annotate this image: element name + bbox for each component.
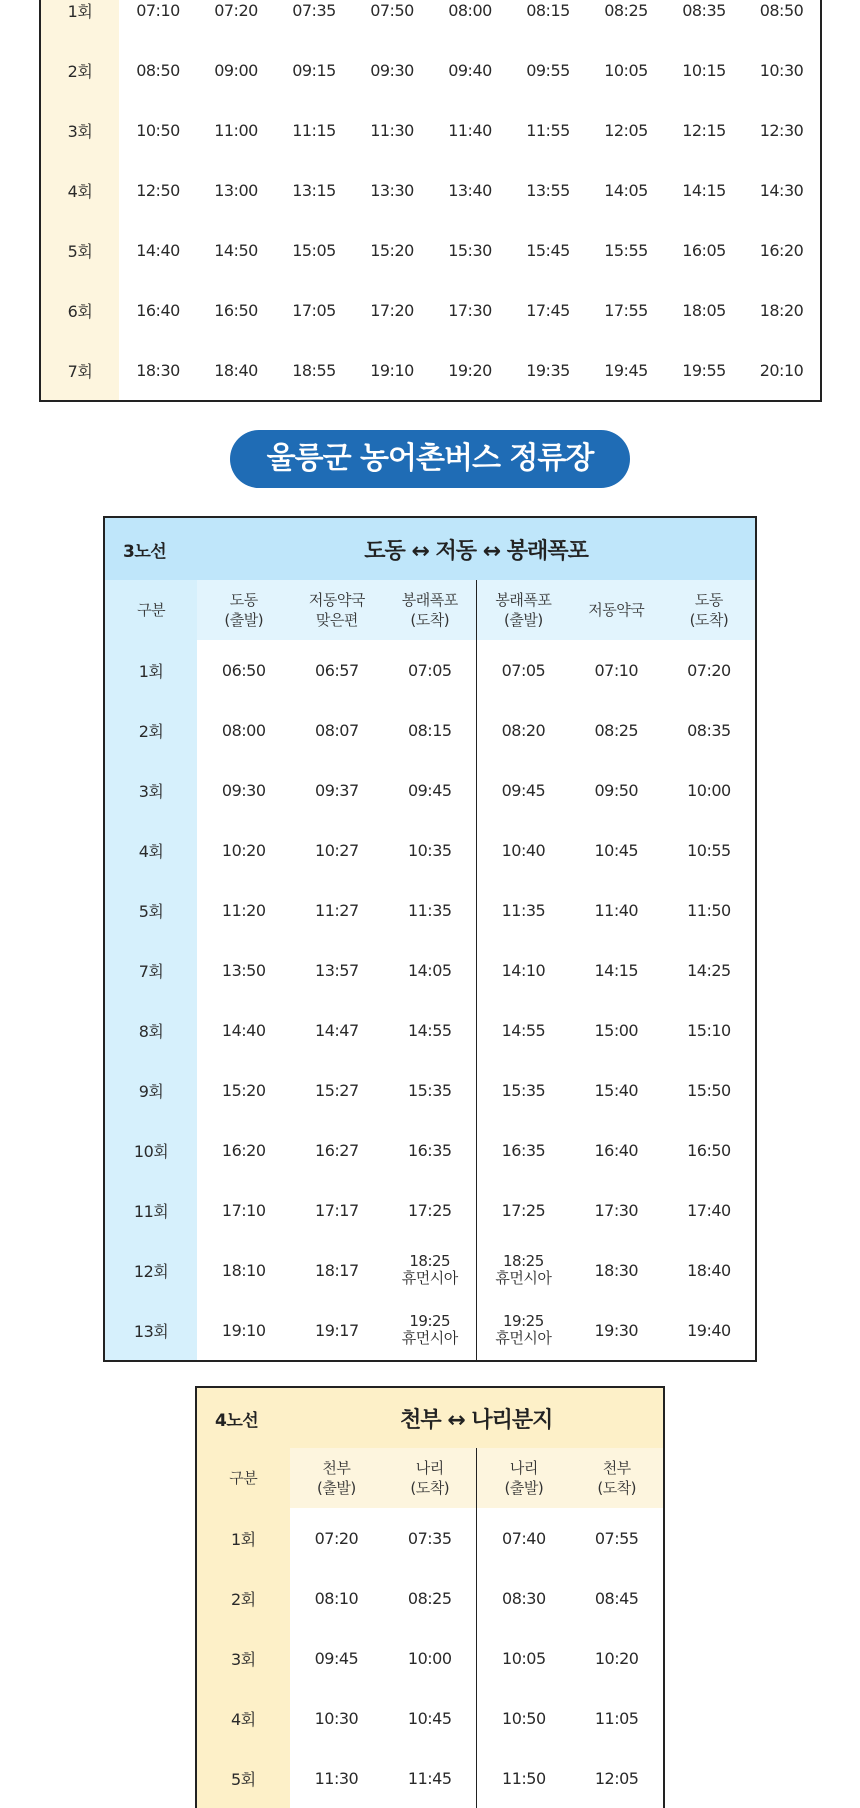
row-label: 5회 [104, 880, 197, 940]
time-cell: 10:05 [604, 60, 648, 80]
time-cell: 10:30 [314, 1708, 359, 1728]
time-cell: 19:25 휴먼시아 [383, 1300, 476, 1361]
time-cell: 08:25 [383, 1568, 477, 1628]
time-cell: 10:27 [315, 840, 359, 860]
row-label: 5회 [40, 220, 119, 280]
time-cell: 10:30 [759, 60, 804, 80]
time-cell: 07:10 [136, 0, 180, 20]
time-cell: 10:35 [383, 820, 476, 880]
time-cell: 08:07 [315, 720, 359, 740]
route3-header-row [104, 580, 756, 640]
route3-timetable [103, 516, 757, 1362]
column-header: 천부 (도착) [570, 1448, 664, 1508]
time-cell: 19:25 휴먼시아 [495, 1312, 552, 1347]
time-cell: 07:20 [687, 660, 731, 680]
time-cell: 10:40 [501, 840, 546, 860]
time-cell: 11:27 [315, 900, 359, 920]
time-cell: 15:35 [501, 1080, 546, 1100]
time-cell: 11:05 [594, 1708, 639, 1728]
time-cell: 08:00 [221, 720, 266, 740]
time-cell: 10:50 [502, 1708, 546, 1728]
time-cell: 19:55 [682, 360, 726, 380]
time-cell: 10:15 [682, 60, 726, 80]
time-cell: 11:40 [448, 120, 492, 140]
time-cell: 13:50 [221, 960, 266, 980]
row-label: 4회 [104, 820, 197, 880]
time-cell: 12:05 [604, 120, 648, 140]
time-cell: 09:50 [594, 780, 639, 800]
time-cell: 18:17 [315, 1260, 359, 1280]
time-cell: 07:05 [383, 640, 476, 700]
time-cell: 14:50 [214, 240, 258, 260]
time-cell: 17:30 [448, 300, 492, 320]
time-cell: 17:10 [221, 1200, 266, 1220]
time-cell: 13:55 [526, 180, 570, 200]
time-cell: 10:00 [383, 1628, 477, 1688]
row-label: 1회 [196, 1508, 290, 1568]
row-label: 11회 [104, 1180, 197, 1240]
time-cell: 10:00 [687, 780, 731, 800]
row-label: 1회 [40, 0, 119, 40]
time-cell: 08:45 [594, 1588, 639, 1608]
time-cell: 18:05 [682, 300, 726, 320]
time-cell: 14:55 [501, 1020, 546, 1040]
table-row [40, 100, 821, 160]
time-cell: 11:30 [370, 120, 414, 140]
time-cell: 09:30 [221, 780, 266, 800]
time-cell: 07:40 [502, 1528, 546, 1548]
time-cell: 08:25 [604, 0, 648, 20]
time-cell: 13:00 [214, 180, 258, 200]
route4-name: 4노선 [196, 1387, 290, 1448]
time-cell: 07:55 [594, 1528, 639, 1548]
route4-title-row [196, 1387, 664, 1448]
time-cell: 17:25 [501, 1200, 546, 1220]
row-label: 10회 [104, 1120, 197, 1180]
time-cell: 19:40 [687, 1320, 731, 1340]
time-cell: 13:15 [292, 180, 336, 200]
time-cell: 11:15 [292, 120, 336, 140]
column-header: 봉래폭포 (도착) [383, 580, 476, 640]
route3-title-row [104, 517, 756, 580]
time-cell: 15:40 [594, 1080, 639, 1100]
column-header: 저동약국 맞은편 [290, 580, 383, 640]
time-cell: 18:25 휴먼시아 [383, 1240, 476, 1300]
row-label: 8회 [104, 1000, 197, 1060]
top-timetable [39, 0, 822, 402]
row-label: 13회 [104, 1300, 197, 1361]
time-cell: 18:55 [292, 360, 336, 380]
time-cell: 15:45 [526, 240, 570, 260]
time-cell: 07:50 [370, 0, 414, 20]
table-row [196, 1568, 664, 1628]
time-cell: 09:37 [315, 780, 359, 800]
time-cell: 13:30 [370, 180, 414, 200]
time-cell: 15:20 [221, 1080, 266, 1100]
time-cell: 07:35 [383, 1508, 477, 1568]
time-cell: 15:10 [687, 1020, 731, 1040]
column-header: 나리 (도착) [383, 1448, 477, 1508]
time-cell: 08:50 [136, 60, 180, 80]
table-row [40, 160, 821, 220]
table-row [196, 1628, 664, 1688]
time-cell: 06:50 [221, 660, 266, 680]
time-cell: 11:40 [594, 900, 639, 920]
time-cell: 11:35 [501, 900, 546, 920]
time-cell: 19:10 [370, 360, 414, 380]
time-cell: 19:17 [315, 1320, 359, 1340]
time-cell: 11:35 [383, 880, 476, 940]
table-row [104, 1300, 756, 1361]
time-cell: 14:15 [594, 960, 639, 980]
column-header: 구분 [104, 580, 197, 640]
time-cell: 08:50 [759, 0, 804, 20]
time-cell: 10:05 [502, 1648, 546, 1668]
time-cell: 11:50 [502, 1768, 546, 1788]
time-cell: 15:05 [292, 240, 336, 260]
time-cell: 12:30 [759, 120, 804, 140]
table-row [104, 1000, 756, 1060]
time-cell: 10:20 [221, 840, 266, 860]
time-cell: 08:35 [687, 720, 731, 740]
time-cell: 16:35 [383, 1120, 476, 1180]
time-cell: 11:00 [214, 120, 258, 140]
column-header: 천부 (출발) [290, 1448, 384, 1508]
time-cell: 16:40 [594, 1140, 639, 1160]
table-row [104, 1060, 756, 1120]
row-label: 3회 [40, 100, 119, 160]
time-cell: 18:30 [594, 1260, 639, 1280]
time-cell: 16:20 [221, 1140, 266, 1160]
row-label: 4회 [196, 1688, 290, 1748]
route4-timetable [195, 1386, 665, 1808]
time-cell: 11:50 [687, 900, 731, 920]
time-cell: 11:20 [221, 900, 266, 920]
time-cell: 08:30 [502, 1588, 546, 1608]
row-label: 4회 [40, 160, 119, 220]
row-label: 3회 [196, 1628, 290, 1688]
table-row [196, 1688, 664, 1748]
time-cell: 16:27 [315, 1140, 359, 1160]
table-row [40, 40, 821, 100]
time-cell: 08:00 [448, 0, 492, 20]
time-cell: 09:45 [314, 1648, 359, 1668]
time-cell: 09:55 [526, 60, 570, 80]
time-cell: 16:40 [136, 300, 180, 320]
time-cell: 16:05 [682, 240, 726, 260]
row-label: 2회 [196, 1568, 290, 1628]
time-cell: 08:10 [314, 1588, 359, 1608]
time-cell: 15:20 [370, 240, 414, 260]
row-label: 2회 [104, 700, 197, 760]
time-cell: 10:55 [687, 840, 731, 860]
column-header: 봉래폭포 (출발) [477, 580, 570, 640]
time-cell: 15:35 [383, 1060, 476, 1120]
table-row [40, 340, 821, 401]
time-cell: 09:15 [292, 60, 336, 80]
row-label: 7회 [104, 940, 197, 1000]
time-cell: 07:05 [501, 660, 546, 680]
time-cell: 07:10 [594, 660, 639, 680]
time-cell: 11:45 [383, 1748, 477, 1808]
row-label: 3회 [104, 760, 197, 820]
column-header: 구분 [196, 1448, 290, 1508]
time-cell: 14:05 [383, 940, 476, 1000]
row-label: 9회 [104, 1060, 197, 1120]
time-cell: 17:17 [315, 1200, 359, 1220]
time-cell: 10:20 [594, 1648, 639, 1668]
time-cell: 09:45 [383, 760, 476, 820]
time-cell: 09:00 [214, 60, 258, 80]
time-cell: 11:30 [314, 1768, 359, 1788]
column-header: 도동 (출발) [197, 580, 290, 640]
time-cell: 20:10 [759, 360, 804, 380]
time-cell: 12:50 [136, 180, 180, 200]
table-row [40, 0, 821, 40]
table-row [104, 700, 756, 760]
time-cell: 17:30 [594, 1200, 639, 1220]
time-cell: 18:10 [221, 1260, 266, 1280]
time-cell: 08:20 [501, 720, 546, 740]
time-cell: 15:00 [594, 1020, 639, 1040]
time-cell: 09:40 [448, 60, 492, 80]
time-cell: 17:20 [370, 300, 414, 320]
route3-title: 도동 ↔ 저동 ↔ 봉래폭포 [197, 517, 756, 580]
time-cell: 14:47 [315, 1020, 359, 1040]
table-row [104, 940, 756, 1000]
time-cell: 08:25 [594, 720, 639, 740]
time-cell: 07:20 [214, 0, 258, 20]
time-cell: 14:40 [221, 1020, 266, 1040]
row-label: 1회 [104, 640, 197, 700]
table-row [104, 1240, 756, 1300]
time-cell: 15:55 [604, 240, 648, 260]
time-cell: 17:25 [383, 1180, 476, 1240]
time-cell: 08:35 [682, 0, 726, 20]
route3-name: 3노선 [104, 517, 197, 580]
time-cell: 11:55 [526, 120, 570, 140]
time-cell: 18:40 [214, 360, 258, 380]
table-row [104, 1180, 756, 1240]
column-header: 도동 (도착) [663, 580, 756, 640]
time-cell: 09:45 [501, 780, 546, 800]
time-cell: 12:05 [594, 1768, 639, 1788]
time-cell: 14:15 [682, 180, 726, 200]
time-cell: 19:45 [604, 360, 648, 380]
time-cell: 06:57 [315, 660, 359, 680]
table-row [104, 760, 756, 820]
time-cell: 14:40 [136, 240, 180, 260]
column-header: 나리 (출발) [477, 1448, 571, 1508]
time-cell: 10:45 [383, 1688, 477, 1748]
time-cell: 14:10 [501, 960, 546, 980]
table-row [196, 1748, 664, 1808]
time-cell: 19:30 [594, 1320, 639, 1340]
row-label: 2회 [40, 40, 119, 100]
time-cell: 18:30 [136, 360, 180, 380]
time-cell: 16:50 [214, 300, 258, 320]
time-cell: 16:50 [687, 1140, 731, 1160]
time-cell: 10:50 [136, 120, 180, 140]
time-cell: 12:15 [682, 120, 726, 140]
time-cell: 19:10 [221, 1320, 266, 1340]
table-row [40, 220, 821, 280]
time-cell: 17:05 [292, 300, 336, 320]
route4-title: 천부 ↔ 나리분지 [290, 1387, 664, 1448]
time-cell: 09:30 [370, 60, 414, 80]
time-cell: 17:55 [604, 300, 648, 320]
time-cell: 18:20 [759, 300, 804, 320]
time-cell: 15:30 [448, 240, 492, 260]
time-cell: 15:27 [315, 1080, 359, 1100]
row-label: 7회 [40, 340, 119, 401]
time-cell: 16:35 [501, 1140, 546, 1160]
time-cell: 18:25 휴먼시아 [495, 1252, 552, 1287]
time-cell: 14:30 [759, 180, 804, 200]
time-cell: 14:25 [687, 960, 731, 980]
time-cell: 08:15 [383, 700, 476, 760]
table-row [196, 1508, 664, 1568]
time-cell: 19:35 [526, 360, 570, 380]
time-cell: 16:20 [759, 240, 804, 260]
table-row [104, 820, 756, 880]
time-cell: 17:40 [687, 1200, 731, 1220]
time-cell: 15:50 [687, 1080, 731, 1100]
route4-header-row [196, 1448, 664, 1508]
time-cell: 17:45 [526, 300, 570, 320]
table-row [104, 1120, 756, 1180]
time-cell: 14:05 [604, 180, 648, 200]
time-cell: 18:40 [687, 1260, 731, 1280]
row-label: 12회 [104, 1240, 197, 1300]
column-header: 저동약국 [570, 580, 663, 640]
table-row [104, 880, 756, 940]
time-cell: 14:55 [383, 1000, 476, 1060]
time-cell: 13:57 [315, 960, 359, 980]
bus-stop-banner: 울릉군 농어촌버스 정류장 [230, 430, 630, 488]
table-row [104, 640, 756, 700]
table-row [40, 280, 821, 340]
time-cell: 19:20 [448, 360, 492, 380]
row-label: 6회 [40, 280, 119, 340]
time-cell: 13:40 [448, 180, 492, 200]
time-cell: 07:20 [314, 1528, 359, 1548]
time-cell: 10:45 [594, 840, 639, 860]
time-cell: 08:15 [526, 0, 570, 20]
time-cell: 07:35 [292, 0, 336, 20]
row-label: 5회 [196, 1748, 290, 1808]
